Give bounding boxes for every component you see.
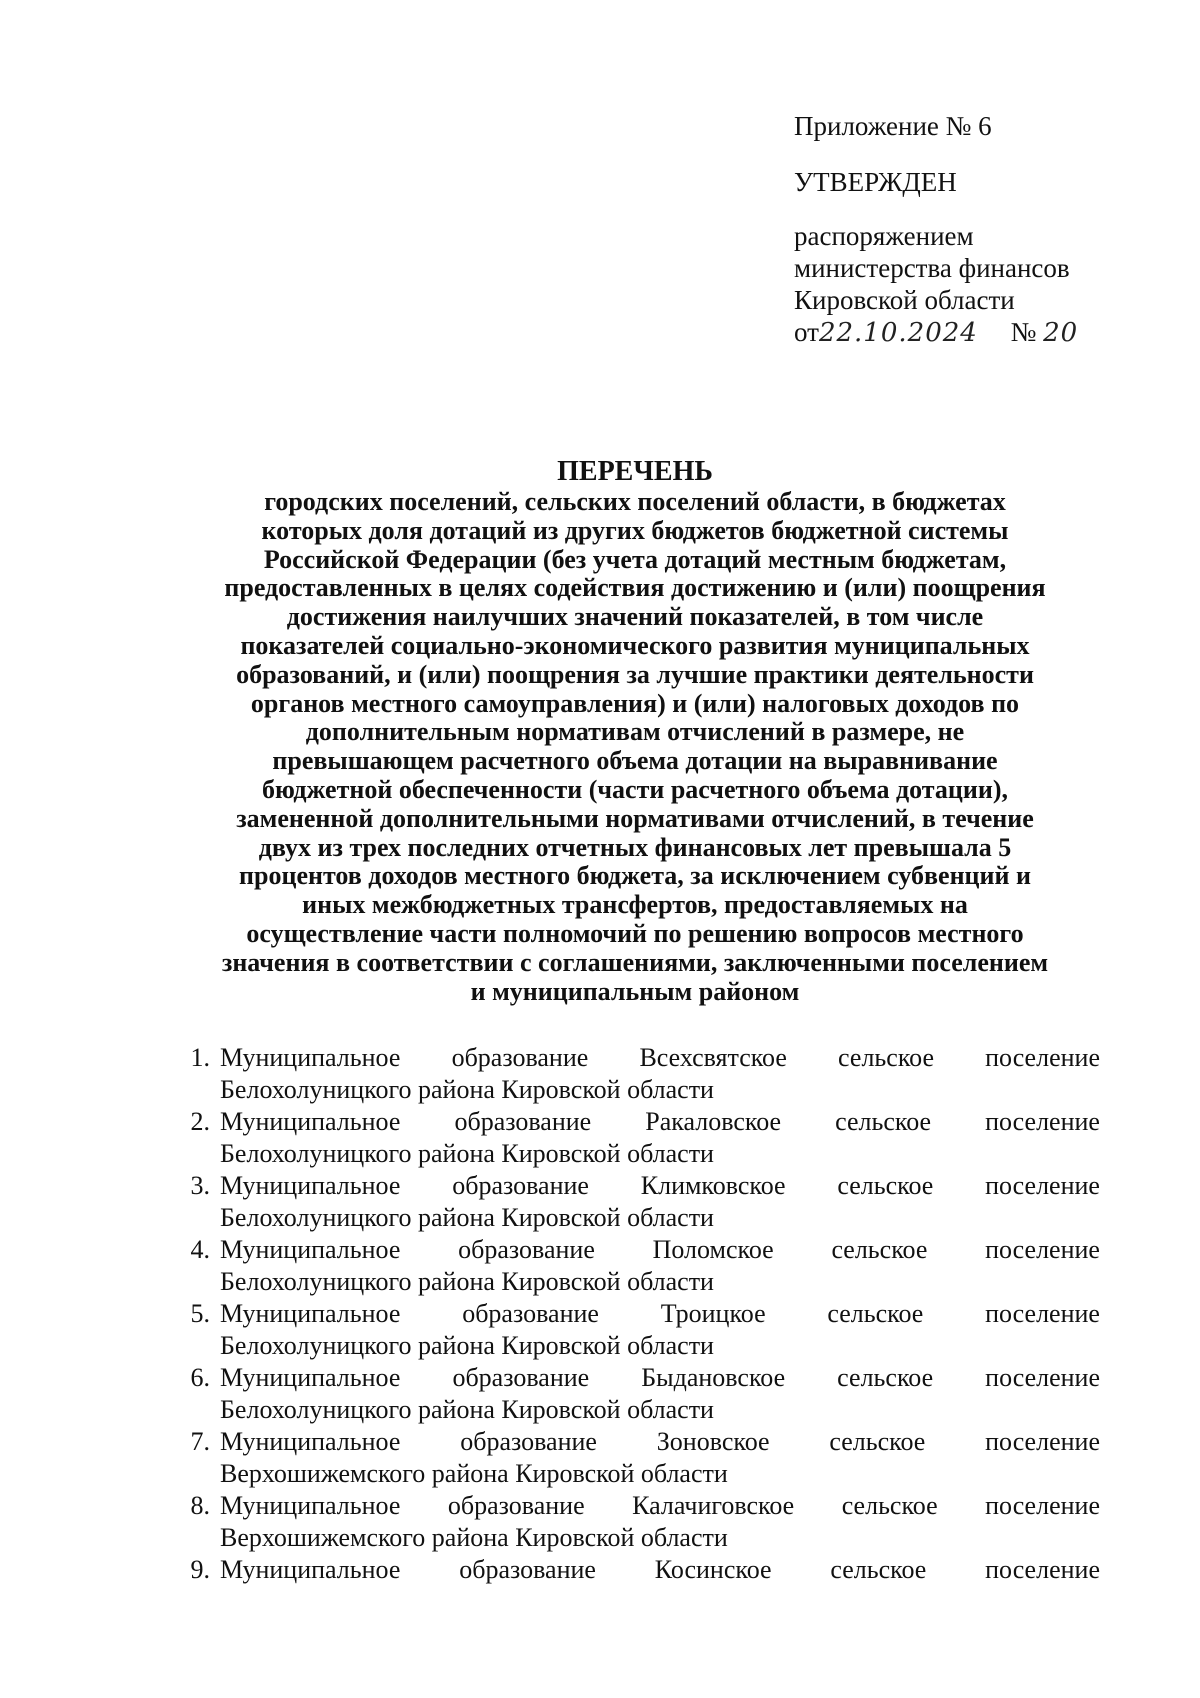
approval-date-line xyxy=(794,316,1174,349)
approval-line-3: Кировской области xyxy=(794,285,1015,315)
list-item-text: Муниципальное образование Всехсвятское сельское поселение Белохолуницкого района Кировской области xyxy=(220,1043,1100,1104)
list-item-number: 7. xyxy=(190,1427,210,1456)
list-item xyxy=(170,1362,1100,1426)
approval-line-2: министерства финансов xyxy=(794,253,1070,283)
list-item-number: 9. xyxy=(190,1555,210,1584)
list-item-text: Муниципальное образование Быдановское сельское поселение Белохолуницкого района Кировской области xyxy=(220,1363,1100,1424)
approval-block xyxy=(794,110,1174,349)
list-item-number: 3. xyxy=(190,1171,210,1200)
list-item xyxy=(170,1042,1100,1106)
list-item-number: 8. xyxy=(190,1491,210,1520)
list-item-number: 5. xyxy=(190,1299,210,1328)
document-title: ПЕРЕЧЕНЬ xyxy=(557,456,713,487)
list-item-text: Муниципальное образование Климковское сельское поселение Белохолуницкого района Кировской области xyxy=(220,1171,1100,1232)
list-item-number: 1. xyxy=(190,1043,210,1072)
list-item-text: Муниципальное образование Ракаловское сельское поселение Белохолуницкого района Кировской области xyxy=(220,1107,1100,1168)
document-heading xyxy=(150,456,1120,1006)
list-item xyxy=(170,1234,1100,1298)
document-subtitle: городских поселений, сельских поселений области, в бюджетах которых доля дотаций из других бюджетов бюджетной системы Российской Федерации (без учета дотаций местным бюджетам, предоставленных в целях содействия достижению и (или) поощрения достижения наилучших значений показателей, в том числе показателей социально-экономического развития муниципальных образований, и (или) поощрения за лучшие практики деятельности органов местного самоуправления) и (или) налоговых доходов по дополнительным нормативам отчислений в размере, не превышающем расчетного объема дотации на выравнивание бюджетной обеспеченности (части расчетного объема дотации), замененной дополнительными нормативами отчислений, в течение двух из трех последних отчетных финансовых лет превышала 5 процентов доходов местного бюджета, за исключением субвенций и иных межбюджетных трансфертов, предоставляемых на осуществление части полномочий по решению вопросов местного значения в соответствии с соглашениями, заключенными поселением и муниципальным районом xyxy=(221,487,1049,1006)
list-item-number: 6. xyxy=(190,1363,210,1392)
municipality-list xyxy=(170,1042,1100,1586)
appendix-label: Приложение № 6 xyxy=(794,111,992,141)
approved-label: УТВЕРЖДЕН xyxy=(794,167,957,197)
handwritten-date: 22.10.2024 xyxy=(818,318,978,348)
list-item-text: Муниципальное образование Поломское сельское поселение Белохолуницкого района Кировской области xyxy=(220,1235,1100,1296)
list-item xyxy=(170,1298,1100,1362)
list-item xyxy=(170,1554,1100,1586)
list-item-text: Муниципальное образование Калачиговское сельское поселение Верхошижемского района Кировской области xyxy=(220,1491,1100,1552)
list-item xyxy=(170,1490,1100,1554)
handwritten-number: 20 xyxy=(1043,318,1079,348)
list-item-text: Муниципальное образование Зоновское сельское поселение Верхошижемского района Кировской области xyxy=(220,1427,1100,1488)
date-prefix: от xyxy=(794,317,819,347)
approval-line-1: распоряжением xyxy=(794,221,974,251)
list-item xyxy=(170,1106,1100,1170)
list-item-text: Муниципальное образование Косинское сельское поселение xyxy=(220,1555,1100,1584)
number-prefix: № xyxy=(1010,317,1037,347)
list-item xyxy=(170,1426,1100,1490)
list-item-number: 4. xyxy=(190,1235,210,1264)
list-item xyxy=(170,1170,1100,1234)
list-item-number: 2. xyxy=(190,1107,210,1136)
list-item-text: Муниципальное образование Троицкое сельское поселение Белохолуницкого района Кировской области xyxy=(220,1299,1100,1360)
